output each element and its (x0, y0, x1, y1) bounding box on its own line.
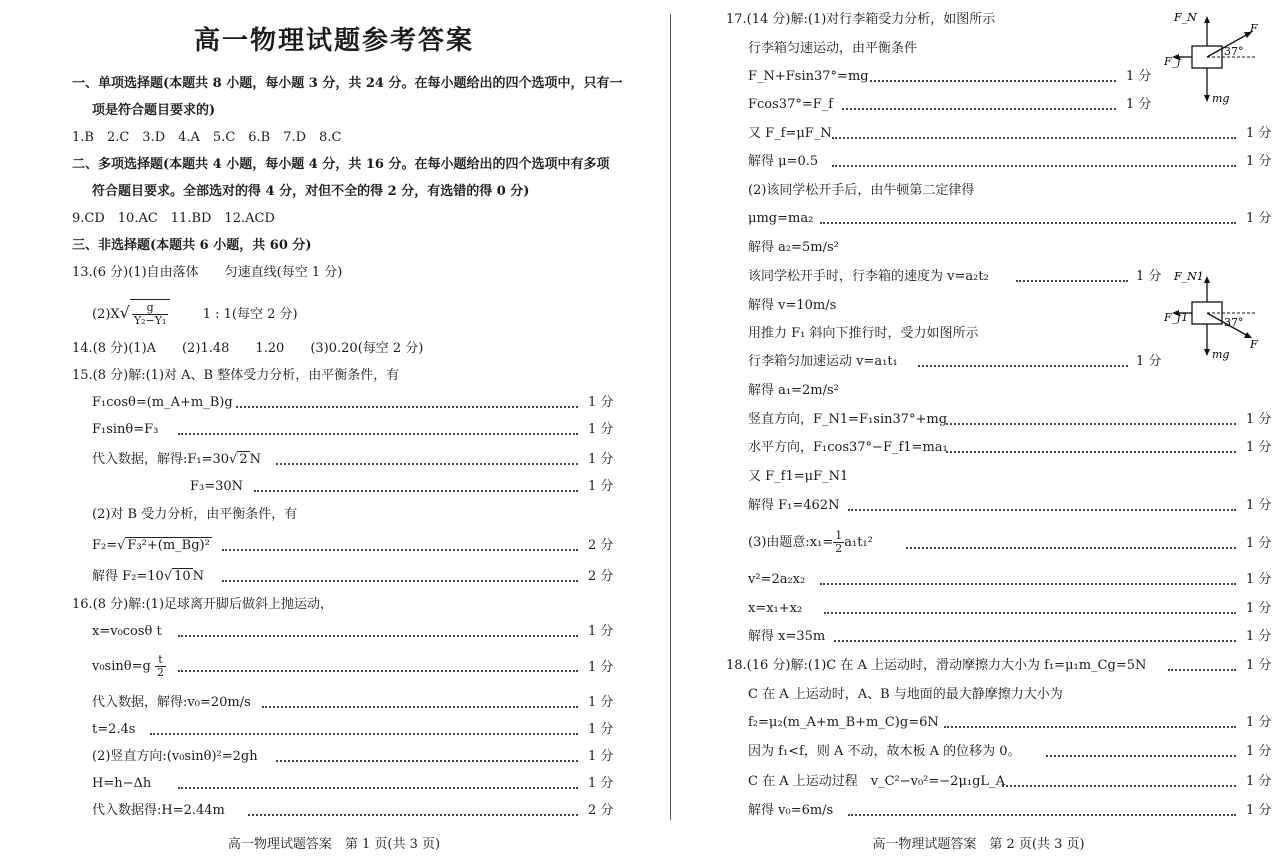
leader-dots (178, 635, 578, 637)
q13-fraction-denominator: Y₂−Y₁ (133, 314, 167, 327)
label-angle: 37° (1224, 45, 1244, 58)
q17-line-4: 又 F_f=μF_N (748, 126, 832, 141)
leader-dots (276, 463, 578, 465)
q17-line-18-tail: a₁t₁² (844, 535, 873, 550)
leader-dots (178, 433, 578, 435)
score-mark: 1 分 (588, 776, 614, 791)
force-diagram-1 (1164, 10, 1264, 110)
score-mark: 2 分 (588, 569, 614, 584)
score-mark: 1 分 (588, 722, 614, 737)
leader-dots (248, 814, 578, 816)
score-mark: 1 分 (588, 395, 614, 410)
q15-line-7-root: 10 (174, 569, 191, 584)
q17-line-1: 行李箱匀速运动，由平衡条件 (748, 41, 918, 56)
score-mark: 1 分 (1246, 440, 1272, 455)
q16-line-3: 代入数据，解得:v₀=20m/s (92, 695, 251, 710)
score-mark: 1 分 (588, 660, 614, 675)
q15-heading: 15.(8 分)解:(1)对 A、B 整体受力分析，由平衡条件，有 (72, 368, 400, 383)
q15-line-7: 解得 F₂=10√ 10 N (92, 569, 205, 584)
q15-line-6: F₂=√ F₃²+(m_Bg)² (92, 538, 210, 553)
q16-heading: 16.(8 分)解:(1)足球离开脚后做斜上抛运动， (72, 597, 334, 612)
gravity-arrowhead (1204, 95, 1210, 102)
q16-fraction-numerator: t (155, 654, 166, 667)
leader-dots (222, 549, 578, 551)
score-mark: 1 分 (1246, 211, 1272, 226)
q18-heading: 18.(16 分)解:(1)C 在 A 上运动时，滑动摩擦力大小为 f₁=μ₁m_Cg=5N (726, 658, 1147, 673)
normal-force-arrowhead (1204, 16, 1210, 23)
leader-dots (832, 137, 1236, 139)
score-mark: 1 分 (588, 422, 614, 437)
score-mark: 1 分 (1136, 269, 1162, 284)
section-2-answers: 9.CD 10.AC 11.BD 12.ACD (72, 211, 275, 226)
q17-fraction-numerator: 1 (835, 529, 843, 542)
section-1-answers: 1.B 2.C 3.D 4.A 5.C 6.B 7.D 8.C (72, 130, 342, 145)
score-mark: 1 分 (1246, 715, 1272, 730)
q17-line-14: 竖直方向，F_N1=F₁sin37°+mg (748, 412, 948, 427)
leader-dots (946, 451, 1236, 453)
score-mark: 1 分 (588, 749, 614, 764)
q15-line-6-text: F₂= (92, 538, 118, 553)
page-divider (670, 14, 671, 820)
q16-line-6: H=h−Δh (92, 776, 152, 791)
leader-dots (276, 760, 578, 762)
q17-line-20: x=x₁+x₂ (748, 601, 803, 616)
q15-line-6-root: F₃²+(m_Bg)² (127, 538, 210, 553)
answer-page-2 (674, 0, 1283, 861)
leader-dots (1002, 785, 1236, 787)
score-mark: 1 分 (1246, 601, 1272, 616)
q16-fraction-denominator: 2 (156, 666, 164, 679)
q16-line-7: 代入数据得:H=2.44m (92, 803, 225, 818)
q15-line-5: (2)对 B 受力分析，由平衡条件，有 (92, 507, 298, 522)
q15-line-4: F₃=30N (190, 479, 244, 494)
label-gravity: mg (1212, 92, 1230, 105)
q17-line-5: 解得 μ=0.5 (748, 154, 819, 169)
label-angle: 37° (1224, 316, 1244, 329)
score-mark: 1 分 (588, 479, 614, 494)
label-push-force: F (1250, 338, 1258, 351)
leader-dots (1016, 280, 1128, 282)
q18-line-3: 因为 f₁<f，则 A 不动，故木板 A 的位移为 0。 (748, 744, 1021, 759)
leader-dots (870, 80, 1116, 82)
leader-dots (946, 423, 1236, 425)
q15-line-7-text: 解得 F₂=10 (92, 569, 164, 584)
q17-line-13: 解得 a₁=2m/s² (748, 383, 839, 398)
q13-part2: (2)X√ $\frac{g}{\text{Y₂−Y₁}}$ 1 : 1(每空 2 分) (92, 298, 298, 330)
leader-dots (906, 547, 1236, 549)
leader-dots (918, 365, 1128, 367)
score-mark: 1 分 (1246, 658, 1272, 673)
q17-line-3: Fcos37°=F_f (748, 97, 834, 112)
leader-dots (820, 583, 1236, 585)
score-mark: 1 分 (1246, 154, 1272, 169)
score-mark: 1 分 (1246, 498, 1272, 513)
q18-line-5: 解得 v₀=6m/s (748, 803, 834, 818)
score-mark: 1 分 (1246, 629, 1272, 644)
leader-dots (944, 726, 1236, 728)
q15-line-3-unit: N (249, 452, 261, 467)
page-title: 高一物理试题参考答案 (193, 26, 474, 56)
q17-line-6: (2)该同学松开手后，由牛顿第二定律得 (748, 183, 975, 198)
score-mark: 1 分 (1246, 536, 1272, 551)
section-3-heading: 三、非选择题(本题共 6 小题，共 60 分) (72, 238, 312, 253)
q15-line-7-unit: N (192, 569, 205, 584)
q14-answer: 14.(8 分)(1)A (2)1.48 1.20 (3)0.20(每空 2 分) (72, 341, 424, 356)
leader-dots (820, 222, 1236, 224)
leader-dots (1046, 755, 1236, 757)
normal-force-arrowhead (1204, 276, 1210, 283)
q16-line-1: x=v₀cosθ t (92, 624, 162, 639)
q17-line-19: v²=2a₂x₂ (748, 572, 806, 587)
q17-line-8: 解得 a₂=5m/s² (748, 240, 839, 255)
q15-line-3-text: 代入数据，解得:F₁=30 (92, 452, 230, 467)
q17-line-18-text: (3)由题意:x₁= (748, 535, 834, 550)
q18-line-1: C 在 A 上运动时，A、B 与地面的最大静摩擦力大小为 (748, 687, 1063, 702)
score-mark: 1 分 (1246, 774, 1272, 789)
q17-line-7: μmg=ma₂ (748, 211, 814, 226)
score-mark: 1 分 (1126, 69, 1152, 84)
score-mark: 1 分 (588, 624, 614, 639)
score-mark: 2 分 (588, 803, 614, 818)
score-mark: 1 分 (1246, 126, 1272, 141)
q16-line-2-text: v₀sinθ=g (92, 659, 151, 674)
score-mark: 1 分 (1246, 803, 1272, 818)
score-mark: 1 分 (1246, 572, 1272, 587)
q15-line-3-root: 2 (239, 452, 248, 467)
q13-fraction-numerator: g (132, 302, 169, 315)
score-mark: 2 分 (588, 538, 614, 553)
label-gravity: mg (1212, 348, 1230, 361)
leader-dots (834, 640, 1236, 642)
q17-line-2: F_N+Fsin37°=mg (748, 69, 869, 84)
page-footer: 高一物理试题答案 第 2 页(共 3 页) (872, 837, 1085, 852)
leader-dots (262, 706, 578, 708)
q17-line-12: 行李箱匀加速运动 v=a₁t₁ (748, 354, 898, 369)
score-mark: 1 分 (1246, 412, 1272, 427)
q13-part2-prefix: (2)X (92, 307, 120, 322)
section-1-heading: 一、单项选择题(本题共 8 小题，每小题 3 分，共 24 分。在每小题给出的四个选项中，只有一 (72, 76, 623, 91)
leader-dots (222, 580, 578, 582)
q16-line-4: t=2.4s (92, 722, 136, 737)
q17-fraction-denominator: 2 (835, 542, 843, 555)
leader-dots (150, 733, 578, 735)
q18-line-2: f₂=μ₂(m_A+m_B+m_C)g=6N (748, 715, 939, 730)
leader-dots (832, 165, 1236, 167)
label-normal-force: F_N1 (1174, 270, 1204, 283)
score-mark: 1 分 (588, 695, 614, 710)
label-friction: F_f (1164, 55, 1182, 68)
section-2-heading-cont: 符合题目要求。全部选对的得 4 分，对但不全的得 2 分，有选错的得 0 分) (92, 184, 530, 199)
q15-line-3: 代入数据，解得:F₁=30√ 2 N (92, 452, 261, 467)
q17-line-17: 解得 F₁=462N (748, 498, 840, 513)
section-2-heading: 二、多项选择题(本题共 4 小题，每小题 4 分，共 16 分。在每小题给出的四个选项中有多项 (72, 157, 610, 172)
q15-line-1: F₁cosθ=(m_A+m_B)g (92, 395, 233, 410)
leader-dots (824, 612, 1236, 614)
leader-dots (178, 670, 578, 672)
leader-dots (236, 406, 578, 408)
page-footer: 高一物理试题答案 第 1 页(共 3 页) (227, 837, 441, 852)
force-diagram-2 (1164, 268, 1264, 364)
score-mark: 1 分 (1126, 97, 1152, 112)
label-normal-force: F_N (1174, 11, 1197, 24)
q16-line-5: (2)竖直方向:(v₀sinθ)²=2gh (92, 749, 258, 764)
q17-line-9: 该同学松开手时，行李箱的速度为 v=a₂t₂ (748, 269, 989, 284)
leader-dots (1168, 669, 1236, 671)
q13-part1: 13.(6 分)(1)自由落体 匀速直线(每空 1 分) (72, 265, 343, 280)
q15-line-2: F₁sinθ=F₃ (92, 422, 159, 437)
q13-part2-ratio: 1 : 1(每空 2 分) (202, 307, 298, 322)
q17-line-11: 用推力 F₁ 斜向下推行时，受力如图所示 (748, 326, 979, 341)
score-mark: 1 分 (1246, 744, 1272, 759)
leader-dots (848, 509, 1236, 511)
q17-line-15: 水平方向，F₁cos37°−F_f1=ma₁ (748, 440, 948, 455)
q17-line-18 (748, 527, 873, 559)
label-friction: F_f1 (1164, 311, 1189, 324)
score-mark: 1 分 (1136, 354, 1162, 369)
label-applied-force: F (1250, 22, 1258, 35)
leader-dots (178, 787, 578, 789)
leader-dots (254, 490, 578, 492)
q16-line-2 (92, 651, 166, 683)
q18-line-4: C 在 A 上运动过程 v_C²−v₀²=−2μ₁gL_A (748, 774, 1005, 789)
q17-heading: 17.(14 分)解:(1)对行李箱受力分析，如图所示 (726, 12, 996, 27)
leader-dots (842, 108, 1116, 110)
q17-line-21: 解得 x=35m (748, 629, 826, 644)
q17-line-10: 解得 v=10m/s (748, 298, 837, 313)
score-mark: 1 分 (588, 452, 614, 467)
leader-dots (848, 814, 1236, 816)
section-1-heading-cont: 项是符合题目要求的) (92, 103, 216, 118)
gravity-arrowhead (1204, 349, 1210, 356)
q17-line-16: 又 F_f1=μF_N1 (748, 469, 849, 484)
